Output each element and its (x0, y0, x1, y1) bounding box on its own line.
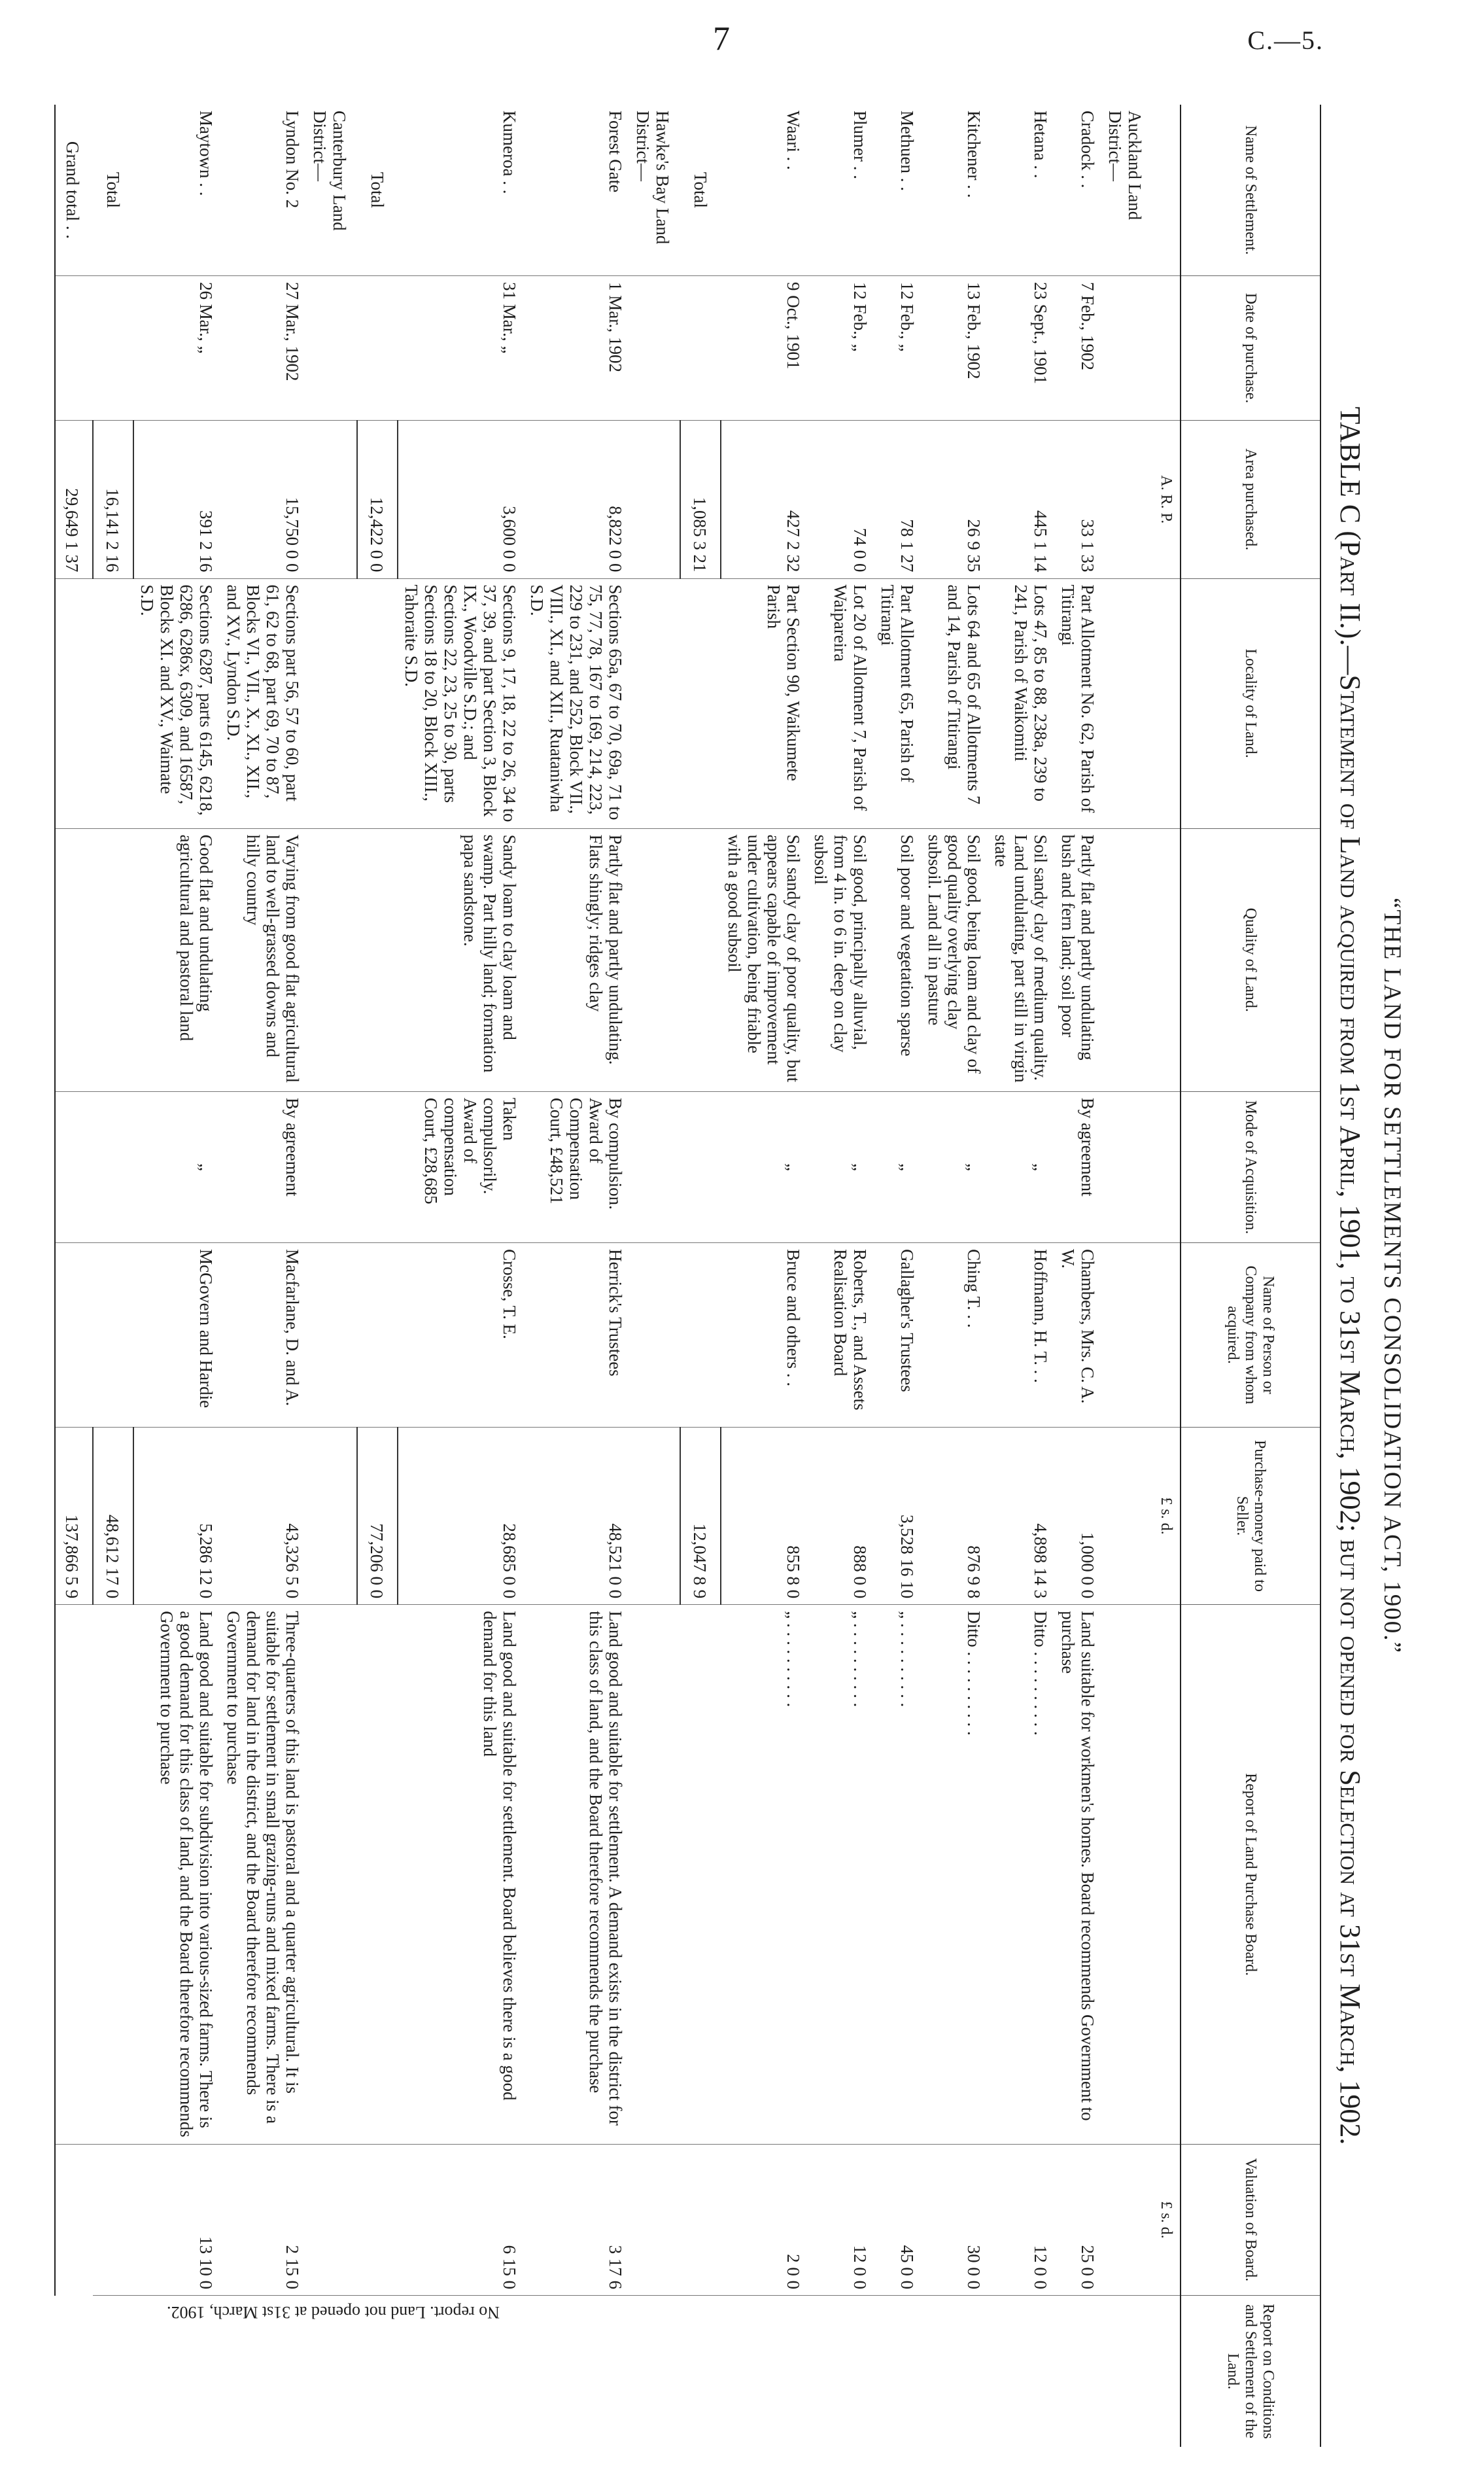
settlement-report-note: No report. Land not opened at 31st March, 1902. (166, 2303, 500, 2323)
district-row (1101, 105, 1152, 2447)
settlement-name: Forest Gate (606, 111, 625, 193)
land-statement-table (54, 105, 1321, 2447)
settlement-name: Kitchener . . (964, 111, 984, 198)
col-conditions: Report on Conditions and Settlement of the Land. (1181, 2296, 1320, 2447)
district-row (306, 105, 357, 2447)
area-units: A. R. P. (1152, 421, 1181, 578)
settlement-name: Cradock . . (1078, 111, 1097, 188)
total-row (680, 105, 721, 2447)
settlement-name: Maytown . . (196, 111, 216, 196)
col-date: Date of purchase. (1181, 275, 1320, 420)
total-money: 48,612 17 0 (93, 1427, 133, 1605)
locality: Sections part 56, 57 to 60, part 61, 62 to 68, part 69, 70 to 87, Blocks VI., VII., X., XI., XII., and XV., Lyndon S.D. (220, 578, 306, 828)
grand-total-label: Grand total . . (55, 105, 93, 275)
settlement-name: Methuen . . (897, 111, 917, 191)
board-report: Land good and suitable for settlement. Board believes there is a good demand for this land (398, 1605, 523, 2145)
page-number: 7 (713, 20, 730, 58)
valuation: 13 10 0 (133, 2144, 220, 2295)
locality: Sections 9, 17, 18, 22 to 26, 34 to 37, 39, and part Section 3, Block IX., Woodville S.D.; and Sections 22, 23, 25 to 30, parts Sections 18 to 20, Block XIII., Tahoraite S.D. (398, 578, 523, 828)
table-row (874, 105, 921, 2447)
quality: Partly flat and partly undulating bush and fern land; soil poor (1054, 828, 1101, 1091)
seller: Roberts, T., and Assets Realisation Board (807, 1243, 874, 1428)
locality: Part Allotment No. 62, Parish of Titirangi (1054, 578, 1101, 828)
grand-total-area: 29,649 1 37 (55, 421, 93, 578)
settlement-name: Waari . . (784, 111, 803, 170)
seller: Gallagher's Trustees (874, 1243, 921, 1428)
quality: Soil good, being loam and clay of good quality overlying clay subsoil. Land all in pasture (921, 828, 988, 1091)
table-row (398, 105, 523, 2447)
seller: Crosse, T. E. (398, 1243, 523, 1428)
header-row (1181, 105, 1320, 2447)
board-report: „ . . . . . . . . . . (721, 1605, 807, 2145)
total-row (357, 105, 398, 2447)
mode: By agreement (220, 1091, 306, 1242)
settlement-name: Plumer . . (850, 111, 870, 179)
quality: Sandy loam to clay loam and swamp. Part hilly land; formation papa sandstone. (398, 828, 523, 1091)
valuation: 25 0 0 (1054, 2144, 1101, 2295)
total-label: Total (103, 171, 123, 209)
locality: Lots 64 and 65 of Allotments 7 and 14, Parish of Titirangi (921, 578, 988, 828)
table-row (1054, 105, 1101, 2447)
purchase-money: 4,898 14 3 (988, 1427, 1054, 1605)
table-row (721, 105, 807, 2447)
money-units: £ s. d. (1152, 1427, 1181, 1605)
valuation: 12 0 0 (988, 2144, 1054, 2295)
quality: Partly flat and partly undulating. Flats shingly; ridges clay (523, 828, 629, 1091)
valuation: 2 0 0 (721, 2144, 807, 2295)
quality: Soil sandy clay of poor quality, but appears capable of improvement under cultivation, being friable with a good subsoil (721, 828, 807, 1091)
quality: Good flat and undulating agricultural and pastoral land (133, 828, 220, 1091)
purchase-money: 855 8 0 (721, 1427, 807, 1605)
grand-total-money: 137,866 5 9 (55, 1427, 93, 1605)
purchase-date: 7 Feb., 1902 (1054, 275, 1101, 420)
mode: „ (988, 1091, 1054, 1242)
mode: „ (874, 1091, 921, 1242)
table-row (220, 105, 306, 2447)
valuation: 30 0 0 (921, 2144, 988, 2295)
col-board-report: Report of Land Purchase Board. (1181, 1605, 1320, 2145)
board-report: „ . . . . . . . . . . (807, 1605, 874, 2145)
purchase-date: 1 Mar., 1902 (523, 275, 629, 420)
total-label: Total (368, 171, 387, 209)
col-locality: Locality of Land. (1181, 578, 1320, 828)
purchase-money: 888 0 0 (807, 1427, 874, 1605)
col-money: Purchase-money paid to Seller. (1181, 1427, 1320, 1605)
purchase-money: 5,286 12 0 (133, 1427, 220, 1605)
valuation: 2 15 0 (220, 2144, 306, 2295)
area-value: 427 2 32 (721, 421, 807, 578)
purchase-date: 13 Feb., 1902 (921, 275, 988, 420)
mode: Taken compulsorily. Award of compensation Court, £28,685 (398, 1091, 523, 1242)
col-person: Name of Person or Company from whom acquired. (1181, 1243, 1320, 1428)
purchase-money: 43,326 5 0 (220, 1427, 306, 1605)
col-area: Area purchased. (1181, 421, 1320, 578)
mode: By compulsion. Award of Compensation Court, £48,521 (523, 1091, 629, 1242)
mode: „ (133, 1091, 220, 1242)
settlement-name: Kumeroa . . (500, 111, 519, 194)
seller: Herrick's Trustees (523, 1243, 629, 1428)
area-value: 15,750 0 0 (220, 421, 306, 578)
settlement-report-cell (93, 2296, 1181, 2447)
total-area: 1,085 3 21 (680, 421, 721, 578)
valuation: 45 0 0 (874, 2144, 921, 2295)
district-row (629, 105, 680, 2447)
area-value: 74 0 0 (807, 421, 874, 578)
purchase-money: 1,000 0 0 (1054, 1427, 1101, 1605)
locality: Part Section 90, Waikumete Parish (721, 578, 807, 828)
mode: „ (921, 1091, 988, 1242)
area-value: 445 1 14 (988, 421, 1054, 578)
board-report: Ditto . . . . . . . . . . (921, 1605, 988, 2145)
board-report: Land suitable for workmen's homes. Board recommends Government to purchase (1054, 1605, 1101, 2145)
table-row (988, 105, 1054, 2447)
quality: Varying from good flat agricultural land to well-grassed downs and hilly country (220, 828, 306, 1091)
purchase-date: 31 Mar., „ (398, 275, 523, 420)
seller: Hoffmann, H. T. . . (988, 1243, 1054, 1428)
total-row (93, 105, 133, 2447)
seller: Macfarlane, D. and A. (220, 1243, 306, 1428)
locality: Lots 47, 85 to 88, 238a, 239 to 241, Parish of Waikomiti (988, 578, 1054, 828)
quality: Soil poor and vegetation sparse (874, 828, 921, 1091)
purchase-date: 27 Mar., 1902 (220, 275, 306, 420)
locality: Sections 6287, parts 6145, 6218, 6286, 6286x, 6309, and 16587, Blocks XI. and XV., Waimate S.D. (133, 578, 220, 828)
col-valuation: Valuation of Board. (1181, 2144, 1320, 2295)
total-area: 12,422 0 0 (357, 421, 398, 578)
valuation: 3 17 6 (523, 2144, 629, 2295)
board-report: Land good and suitable for subdivision into various-sized farms. There is a good demand for this class of land, and the Board therefore recommends Government to purchase (133, 1605, 220, 2145)
mode: „ (721, 1091, 807, 1242)
mode: By agreement (1054, 1091, 1101, 1242)
district-name: Canterbury Land District— (310, 111, 349, 231)
table-row (133, 105, 220, 2447)
area-value: 3,600 0 0 (398, 421, 523, 578)
purchase-date: 12 Feb., „ (807, 275, 874, 420)
table-title-text: TABLE C (Part II.).—Statement of Land acquired from 1st April, 1901, to 31st March, 1902; but not opened for Selection at 31st March, 1902. (1334, 406, 1366, 2145)
page-header (0, 20, 1484, 79)
purchase-money: 28,685 0 0 (398, 1427, 523, 1605)
total-money: 12,047 8 9 (680, 1427, 721, 1605)
seller: Ching T. . . (921, 1243, 988, 1428)
purchase-money: 876 9 8 (921, 1427, 988, 1605)
rotated-table-page (59, 105, 1406, 2447)
total-money: 77,206 0 0 (357, 1427, 398, 1605)
settlement-name: Hetana . . (1031, 111, 1050, 179)
table-row (921, 105, 988, 2447)
seller: McGovern and Hardie (133, 1243, 220, 1428)
col-settlement: Name of Settlement. (1181, 105, 1320, 275)
board-report: Ditto . . . . . . . . . . (988, 1605, 1054, 2145)
table-row (807, 105, 874, 2447)
board-report: Three-quarters of this land is pastoral and a quarter agricultural. It is suitable for settlement in small grazing-runs and mixed farms. There is a demand for land in the district, and the Board therefore recommends Government to purchase (220, 1605, 306, 2145)
col-mode: Mode of Acquisition. (1181, 1091, 1320, 1242)
purchase-date: 9 Oct., 1901 (721, 275, 807, 420)
table-row (523, 105, 629, 2447)
grand-total-row (55, 105, 93, 2447)
district-name: Hawke's Bay Land District— (633, 111, 672, 245)
total-area: 16,141 2 16 (93, 421, 133, 578)
area-value: 26 9 35 (921, 421, 988, 578)
purchase-date: 12 Feb., „ (874, 275, 921, 420)
act-title: “THE LAND FOR SETTLEMENTS CONSOLIDATION ACT, 1900.” (1379, 898, 1406, 1654)
mode: „ (807, 1091, 874, 1242)
paper-reference: C.—5. (1247, 26, 1324, 55)
settlement-name: Lyndon No. 2 (283, 111, 302, 209)
total-label: Total (691, 171, 710, 209)
table-title (1334, 105, 1367, 2447)
seller: Bruce and others . . (721, 1243, 807, 1428)
purchase-date: 26 Mar., „ (133, 275, 220, 420)
area-value: 391 2 16 (133, 421, 220, 578)
board-report: Land good and suitable for settlement. A demand exists in the district for this class of land, and the Board therefore recommends the purchase (523, 1605, 629, 2145)
purchase-money: 48,521 0 0 (523, 1427, 629, 1605)
col-quality: Quality of Land. (1181, 828, 1320, 1091)
district-name: Auckland Land District— (1105, 111, 1145, 220)
purchase-date: 23 Sept., 1901 (988, 275, 1054, 420)
locality: Part Allotment 65, Parish of Titirangi (874, 578, 921, 828)
valuation: 12 0 0 (807, 2144, 874, 2295)
valuation-units: £ s. d. (1152, 2144, 1181, 2295)
area-value: 78 1 27 (874, 421, 921, 578)
locality: Sections 65a, 67 to 70, 69a, 71 to 75, 77, 78, 167 to 169, 214, 223, 229 to 231, and 252, Block VII., VIII., XI., and XII., Ruataniwha S.D. (523, 578, 629, 828)
board-report: „ . . . . . . . . . . (874, 1605, 921, 2145)
seller: Chambers, Mrs. C. A. W. (1054, 1243, 1101, 1428)
quality: Soil good, principally alluvial, from 4 in. to 6 in. deep on clay subsoil (807, 828, 874, 1091)
locality: Lot 20 of Allotment 7, Parish of Waipareira (807, 578, 874, 828)
quality: Soil sandy clay of medium quality. Land undulating, part still in virgin state (988, 828, 1054, 1091)
units-row (1152, 105, 1181, 2447)
area-value: 33 1 33 (1054, 421, 1101, 578)
valuation: 6 15 0 (398, 2144, 523, 2295)
purchase-money: 3,528 16 10 (874, 1427, 921, 1605)
area-value: 8,822 0 0 (523, 421, 629, 578)
